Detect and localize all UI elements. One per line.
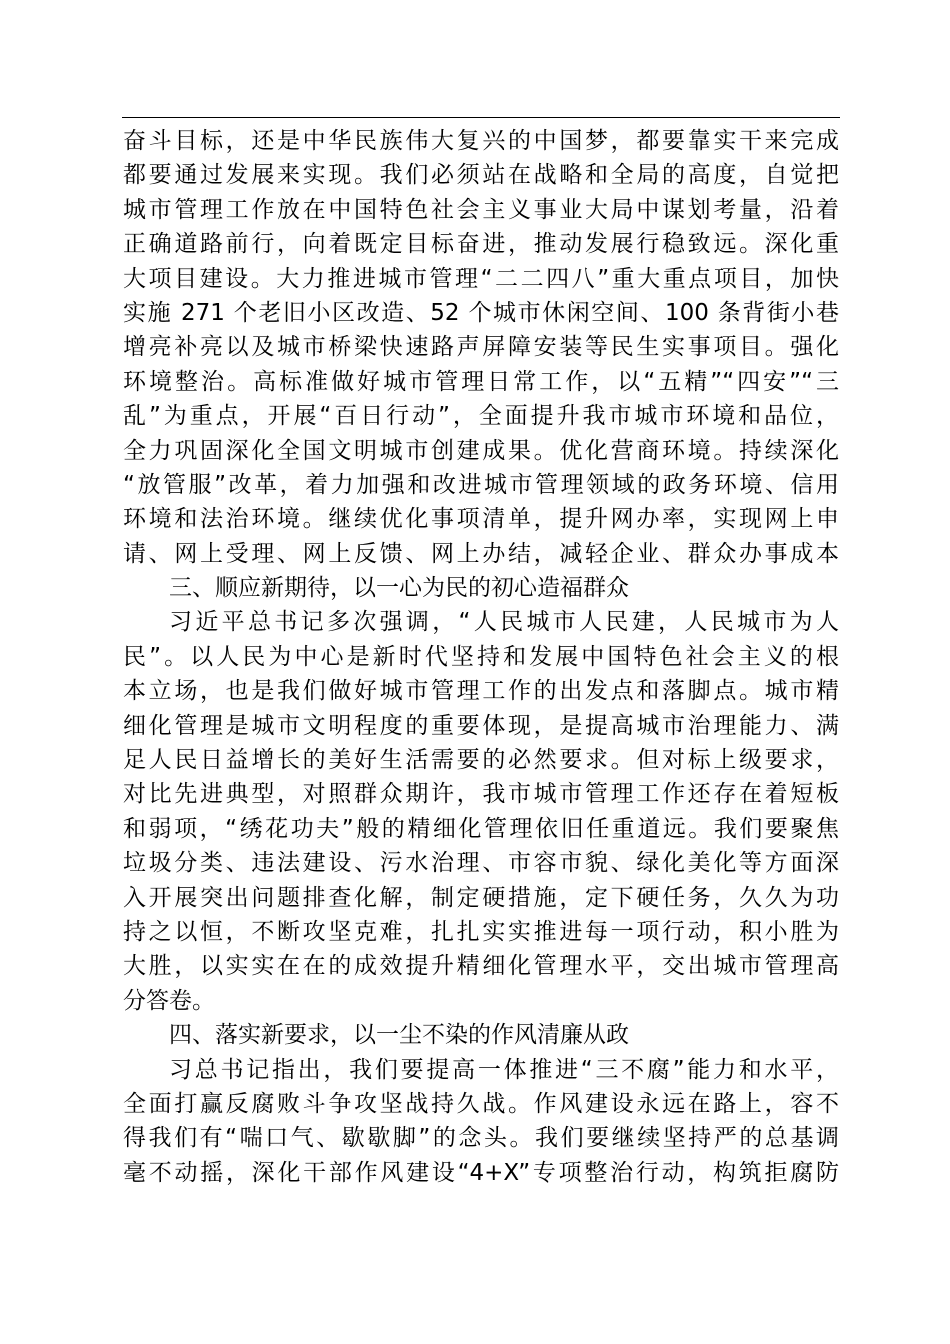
text-line: 和弱项，“绣花功夫”般的精细化管理依旧任重道远。我们要聚焦 [123,815,839,842]
text-line: 持之以恒，不断攻坚克难，扎扎实实推进每一项行动，积小胜为 [123,918,839,945]
text-line: 细化管理是城市文明程度的重要体现，是提高城市治理能力、满 [123,712,839,739]
text-line: 垃圾分类、违法建设、污水治理、市容市貌、绿化美化等方面深 [123,850,839,877]
text-line: 环境和法治环境。继续优化事项清单，提升网办率，实现网上申 [123,506,839,533]
text-line: 入开展突出问题排查化解，制定硬措施，定下硬任务，久久为功 [123,884,839,911]
text-line: 实施 271 个老旧小区改造、52 个城市休闲空间、100 条背街小巷 [123,299,839,326]
text-line: 毫不动摇，深化干部作风建设“4+X”专项整治行动，构筑拒腐防 [123,1159,839,1186]
text-line: 都要通过发展来实现。我们必须站在战略和全局的高度，自觉把 [123,162,839,189]
section-heading-3: 三、顺应新期待，以一心为民的初心造福群众 [169,575,629,602]
text-line: 城市管理工作放在中国特色社会主义事业大局中谋划考量，沿着 [123,196,839,223]
text-line: 分答卷。 [123,987,215,1014]
text-line: 乱”为重点，开展“百日行动”，全面提升我市城市环境和品位， [123,403,839,430]
text-line: 习近平总书记多次强调，“人民城市人民建，人民城市为人 [169,609,839,636]
text-line: “放管服”改革，着力加强和改进城市管理领域的政务环境、信用 [123,471,839,498]
text-line: 得我们有“喘口气、歇歇脚”的念头。我们要继续坚持严的总基调 [123,1125,839,1152]
body-text [123,124,839,1190]
text-line: 增亮补亮以及城市桥梁快速路声屏障安装等民生实事项目。强化 [123,334,839,361]
text-line: 对比先进典型，对照群众期许，我市城市管理工作还存在着短板 [123,781,839,808]
text-line: 习总书记指出，我们要提高一体推进“三不腐”能力和水平， [169,1056,839,1083]
text-line: 环境整治。高标准做好城市管理日常工作，以“五精”“四安”“三 [123,368,839,395]
text-line: 大胜，以实实在在的成效提升精细化管理水平，交出城市管理高 [123,953,839,980]
text-line: 足人民日益增长的美好生活需要的必然要求。但对标上级要求， [123,747,839,774]
text-line: 正确道路前行，向着既定目标奋进，推动发展行稳致远。深化重 [123,231,839,258]
text-line: 请、网上受理、网上反馈、网上办结，减轻企业、群众办事成本 [123,540,839,567]
text-line: 民”。以人民为中心是新时代坚持和发展中国特色社会主义的根 [123,643,839,670]
section-heading-4: 四、落实新要求，以一尘不染的作风清廉从政 [169,1022,629,1049]
text-line: 本立场，也是我们做好城市管理工作的出发点和落脚点。城市精 [123,678,839,705]
header-rule [122,117,840,118]
text-line: 全力巩固深化全国文明城市创建成果。优化营商环境。持续深化 [123,437,839,464]
text-line: 全面打赢反腐败斗争攻坚战持久战。作风建设永远在路上，容不 [123,1090,839,1117]
text-line: 大项目建设。大力推进城市管理“二二四八”重大重点项目，加快 [123,265,839,292]
text-line: 奋斗目标，还是中华民族伟大复兴的中国梦，都要靠实干来完成 [123,128,839,154]
